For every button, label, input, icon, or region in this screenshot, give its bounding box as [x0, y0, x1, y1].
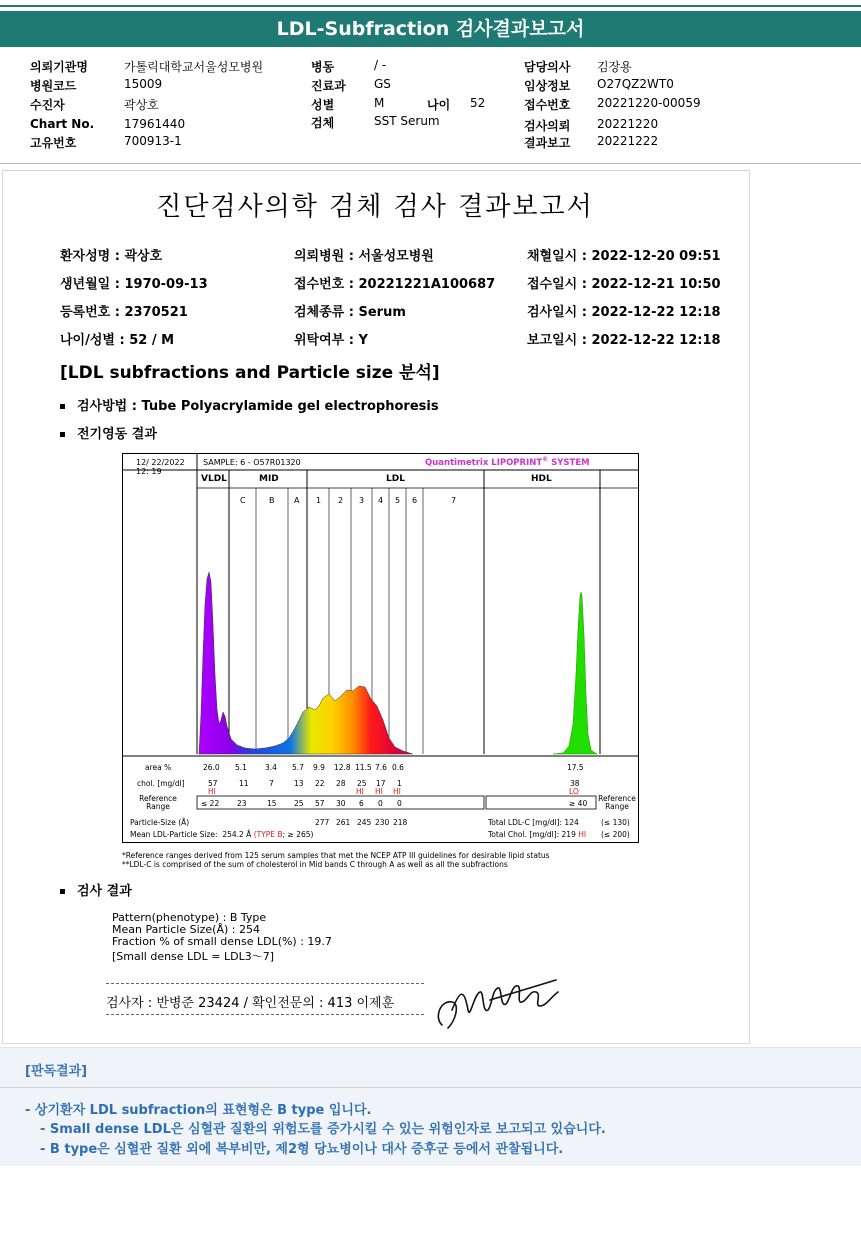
row-label-ref: Reference Range	[139, 794, 177, 811]
row-label-ref-right: Reference Range	[598, 794, 636, 811]
brand-system: SYSTEM	[548, 457, 590, 468]
ref-value: 23	[237, 799, 247, 808]
area-value: 12.8	[334, 763, 351, 772]
label-department: 진료과	[311, 79, 346, 93]
result-title: 검사 결과	[77, 884, 132, 899]
chol-value: 1	[397, 779, 402, 788]
band-label: 6	[412, 496, 418, 505]
group-vldl: VLDL	[201, 474, 227, 484]
electrophoresis-chart	[122, 453, 639, 843]
bullet-icon	[60, 432, 65, 437]
band-label: 3	[359, 496, 365, 505]
consignment: 위탁여부 : Y	[294, 333, 368, 348]
total-chol-ref: (≤ 200)	[601, 830, 630, 839]
ref-value: 30	[336, 799, 346, 808]
tester-rule-bottom	[106, 1014, 424, 1015]
ref-value: 6	[359, 799, 364, 808]
report-title: 진단검사의학 검체 검사 결과보고서	[156, 192, 594, 222]
band-label: 2	[338, 496, 344, 505]
specimen-type: 검체종류 : Serum	[294, 305, 406, 320]
total-ldl: Total LDL-C [mg/dl]: 124	[488, 818, 579, 827]
bullet-icon	[60, 889, 65, 894]
area-value: 26.0	[203, 763, 220, 772]
row-label-area: area %	[145, 763, 172, 772]
band-label: 1	[316, 496, 322, 505]
mean-limit: ; ≥ 265)	[282, 830, 314, 839]
value-hospital-code: 15009	[124, 77, 163, 91]
flag-hi: HI	[393, 787, 401, 796]
ref-value: 0	[397, 799, 402, 808]
particle-size-value: 218	[393, 818, 408, 827]
label-doctor: 담당의사	[524, 60, 571, 74]
mean-type: (TYPE B	[253, 830, 283, 839]
brand-reg: ®	[542, 456, 549, 463]
value-specimen: SST Serum	[374, 114, 440, 128]
hdl-peak	[553, 592, 597, 754]
chol-value: 17	[376, 779, 386, 788]
flag-hi: HI	[375, 787, 383, 796]
band-label: 7	[451, 496, 457, 505]
label-hospital-code: 병원코드	[30, 79, 77, 93]
electro-line	[60, 423, 157, 442]
footnote-1: *Reference ranges derived from 125 serum samples that met the NCEP ATP III guidelines for desirable lipid status	[122, 851, 550, 860]
label-request-date: 검사의뢰	[524, 119, 571, 133]
method-line	[60, 395, 439, 414]
row-label-particle-size: Particle-Size (Å)	[130, 818, 190, 827]
page-title: LDL-Subfraction 검사결과보고서	[0, 11, 861, 47]
signature-image	[430, 970, 570, 1040]
area-value: 0.6	[392, 763, 404, 772]
chart-date: 12/ 22/2022	[136, 458, 185, 467]
interp-definition: [Small dense LDL = LDL3～7]	[112, 950, 275, 963]
mean-value: 254.2 Å	[222, 830, 252, 839]
receipt-number: 접수번호 : 20221221A100687	[294, 277, 496, 292]
mean-particle-size	[130, 830, 313, 839]
chart-brand	[425, 456, 590, 468]
area-value: 3.4	[265, 763, 277, 772]
lipoprotein-trace	[199, 572, 413, 754]
collection-datetime: 채혈일시 : 2022-12-20 09:51	[527, 249, 721, 264]
value-patient: 곽상호	[124, 98, 159, 112]
ref-value-hdl: ≥ 40	[569, 799, 588, 808]
chol-value: 22	[315, 779, 325, 788]
group-mid: MID	[259, 474, 279, 484]
label-unique-no: 고유번호	[30, 136, 77, 150]
total-chol-flag: HI	[578, 830, 587, 839]
interp-mean-size: Mean Particle Size(Å) : 254	[112, 923, 260, 936]
particle-size-value: 261	[336, 818, 351, 827]
total-chol	[488, 830, 586, 839]
chol-value: 13	[294, 779, 304, 788]
value-unique-no: 700913-1	[124, 134, 182, 148]
label-clinical-info: 임상정보	[524, 79, 571, 93]
interp-pattern: Pattern(phenotype) : B Type	[112, 911, 267, 924]
brand-name: Quantimetrix LIPOPRINT	[425, 457, 543, 468]
footnote-2: **LDL-C is comprised of the sum of cholesterol in Mid bands C through A as well as all the subfractions	[122, 860, 508, 869]
flag-hi: HI	[208, 787, 216, 796]
value-chart-no: 17961440	[124, 117, 186, 131]
area-value: 5.7	[292, 763, 304, 772]
tester-info: 검사자 : 반병준 23424 / 확인전문의 : 413 이제훈	[106, 996, 395, 1011]
age-sex: 나이/성별 : 52 / M	[60, 333, 175, 348]
ref-value: 57	[315, 799, 325, 808]
method-text: 검사방법 : Tube Polyacrylamide gel electrophoresis	[77, 399, 439, 414]
value-ward: / -	[374, 58, 387, 72]
bullet-icon	[60, 404, 65, 409]
test-datetime: 검사일시 : 2022-12-22 12:18	[527, 305, 721, 320]
area-value: 11.5	[355, 763, 372, 772]
chol-value-hdl: 38	[570, 779, 580, 788]
particle-size-value: 230	[375, 818, 390, 827]
band-label: 4	[378, 496, 384, 505]
value-doctor: 김장용	[597, 60, 632, 74]
label-accession: 접수번호	[524, 98, 571, 112]
interpretation-line: - 상기환자 LDL subfraction의 표현형은 B type 입니다.	[25, 1103, 372, 1118]
label-sex: 성별	[311, 98, 335, 112]
value-clinical-info: O27QZ2WT0	[597, 77, 674, 91]
ref-value: 0	[378, 799, 383, 808]
interp-fraction: Fraction % of small dense LDL(%) : 19.7	[112, 935, 332, 948]
area-value: 9.9	[313, 763, 325, 772]
interpretation-title: [판독결과]	[25, 1064, 88, 1079]
value-accession: 20221220-00059	[597, 96, 701, 110]
ref-value: 25	[294, 799, 304, 808]
registration-number: 등록번호 : 2370521	[60, 305, 188, 320]
band-label: C	[240, 496, 246, 505]
chol-value: 28	[336, 779, 346, 788]
flag-lo: LO	[569, 787, 579, 796]
ref-value: ≤ 22	[201, 799, 220, 808]
label-specimen: 검체	[311, 116, 335, 130]
band-label: B	[269, 496, 275, 505]
referring-hospital: 의뢰병원 : 서울성모병원	[294, 249, 434, 264]
area-value: 5.1	[235, 763, 247, 772]
receipt-datetime: 접수일시 : 2022-12-21 10:50	[527, 277, 721, 292]
birth-date: 생년월일 : 1970-09-13	[60, 277, 208, 292]
section-title: [LDL subfractions and Particle size 분석]	[60, 363, 440, 383]
chol-value: 25	[357, 779, 367, 788]
header-divider	[0, 163, 861, 164]
chol-value: 11	[239, 779, 249, 788]
area-value: 7.6	[375, 763, 387, 772]
label-ward: 병동	[311, 60, 335, 74]
tester-rule-top	[106, 983, 424, 984]
value-institution: 가톨릭대학교서울성모병원	[124, 60, 264, 74]
row-label-chol: chol. [mg/dl]	[137, 779, 185, 788]
interpretation-line: - B type은 심혈관 질환 외에 복부비만, 제2형 당뇨병이나 대사 증후군 등에서 관찰됩니다.	[40, 1142, 564, 1157]
value-request-date: 20221220	[597, 117, 659, 131]
label-chart-no: Chart No.	[30, 117, 95, 131]
interpretation-divider	[0, 1087, 861, 1088]
group-ldl: LDL	[386, 474, 405, 484]
report-datetime: 보고일시 : 2022-12-22 12:18	[527, 333, 721, 348]
chol-value: 7	[269, 779, 274, 788]
label-report-date: 결과보고	[524, 136, 571, 150]
ref-value: 15	[267, 799, 277, 808]
area-value-hdl: 17.5	[567, 763, 584, 772]
chart-sample: SAMPLE: 6 - O57R01320	[203, 458, 301, 467]
chart-time: 12: 19	[136, 467, 162, 476]
group-hdl: HDL	[531, 474, 552, 484]
label-patient: 수진자	[30, 98, 65, 112]
value-department: GS	[374, 77, 391, 91]
label-institution: 의뢰기관명	[30, 60, 88, 74]
particle-size-value: 277	[315, 818, 330, 827]
total-chol-value: Total Chol. [mg/dl]: 219	[488, 830, 576, 839]
mean-label: Mean LDL-Particle Size:	[130, 830, 218, 839]
result-line	[60, 880, 132, 899]
band-label: A	[294, 496, 300, 505]
value-report-date: 20221222	[597, 134, 659, 148]
chol-value: 57	[208, 779, 218, 788]
particle-size-value: 245	[357, 818, 372, 827]
total-ldl-ref: (≤ 130)	[601, 818, 630, 827]
banner-top-rule	[0, 5, 861, 7]
interpretation-line: - Small dense LDL은 심혈관 질환의 위험도를 증가시킬 수 있는 위험인자로 보고되고 있습니다.	[40, 1122, 606, 1137]
flag-hi: HI	[356, 787, 364, 796]
label-age: 나이	[427, 98, 451, 112]
patient-name: 환자성명 : 곽상호	[60, 249, 163, 264]
value-age: 52	[470, 96, 486, 110]
electro-text: 전기영동 결과	[77, 427, 157, 442]
band-label: 5	[395, 496, 401, 505]
value-sex: M	[374, 96, 385, 110]
